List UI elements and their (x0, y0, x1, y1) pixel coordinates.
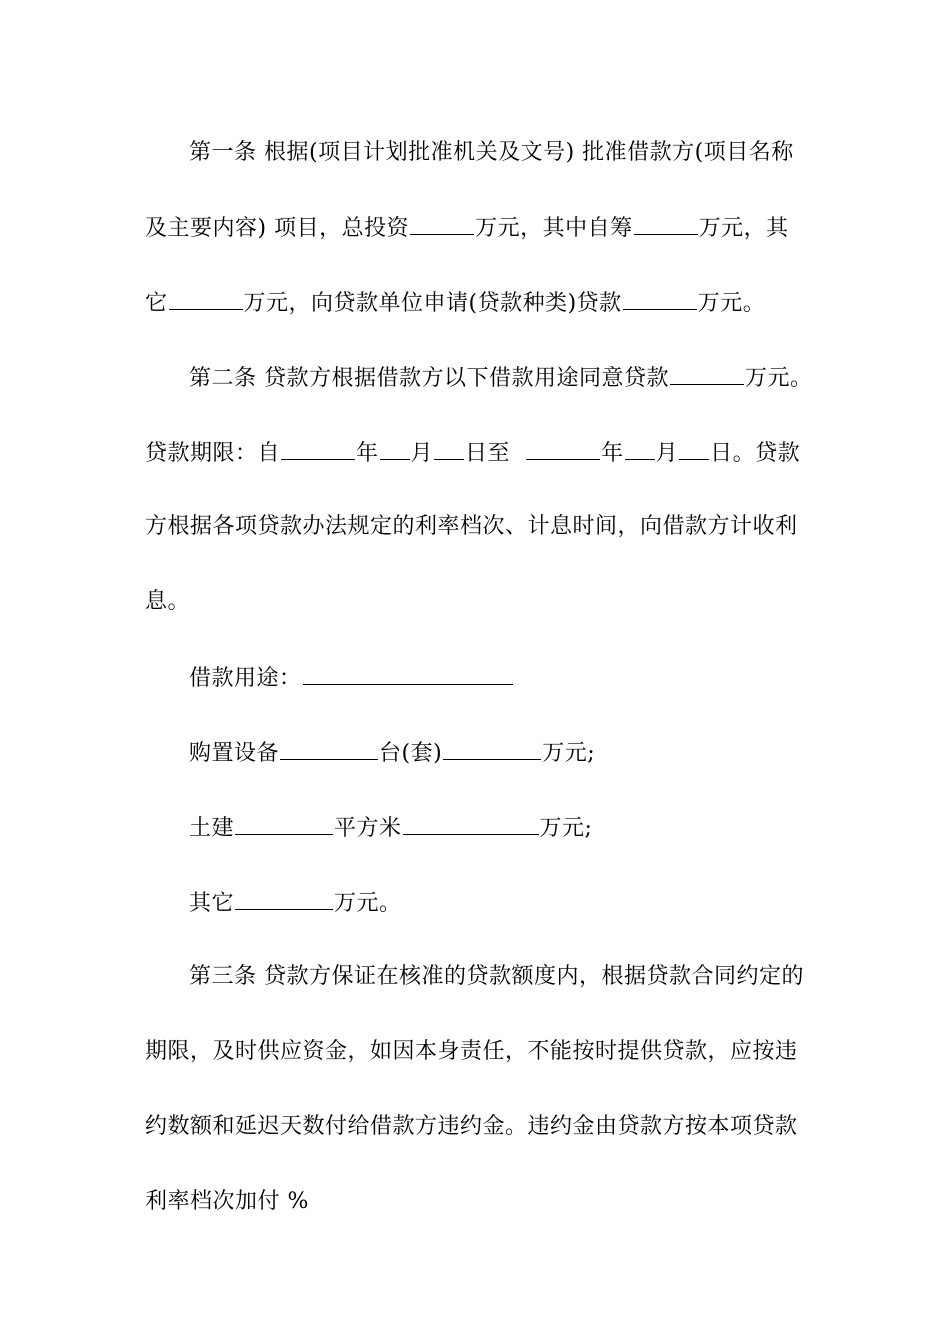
other-funds-blank (169, 287, 243, 310)
construction-amount-blank (403, 812, 539, 835)
approved-loan-blank (670, 362, 744, 385)
equipment-amount-blank (443, 737, 541, 760)
construction-line (189, 812, 859, 844)
article1-line1 (189, 138, 859, 168)
start-day-blank (434, 437, 464, 460)
article2-line2 (145, 437, 815, 469)
article2-text: 日至 (465, 441, 511, 466)
usage-text: 万元。 (334, 891, 402, 916)
usage-text: 万元; (539, 816, 593, 841)
total-investment-blank (410, 212, 474, 235)
article2-line1 (189, 362, 859, 394)
article1-line3 (145, 287, 815, 319)
article2-text: 年 (356, 441, 379, 466)
article1-line2 (145, 212, 815, 244)
article3-text: 约数额和延迟天数付给借款方违约金。违约金由贷款方按本项贷款 (145, 1114, 798, 1139)
article3-line4 (145, 1187, 815, 1217)
start-month-blank (380, 437, 410, 460)
article2-line3 (145, 512, 815, 542)
article1-text: 及主要内容) 项目，总投资 (145, 216, 410, 241)
construction-area-blank (235, 812, 333, 835)
article3-line1 (189, 962, 859, 992)
usage-text: 万元; (542, 741, 596, 766)
article2-text: 月 (410, 441, 434, 466)
equipment-count-blank (280, 737, 378, 760)
usage-text: 土建 (189, 816, 235, 841)
article2-text: 万元。 (745, 366, 813, 391)
article1-text: 万元。 (697, 291, 766, 316)
end-day-blank (679, 437, 709, 460)
article1-text: 万元，其中自筹 (475, 216, 633, 241)
usage-text: 台(套) (379, 741, 443, 766)
usage-label-line (189, 662, 859, 694)
end-month-blank (625, 437, 655, 460)
article2-text: 贷款期限：自 (145, 441, 281, 466)
article2-text: 第二条 贷款方根据借款方以下借款用途同意贷款 (189, 366, 669, 391)
article2-text: 息。 (145, 589, 191, 614)
usage-text: 平方米 (334, 816, 402, 841)
self-funded-blank (634, 212, 698, 235)
equipment-line (189, 737, 859, 769)
article1-text: 万元，其 (698, 216, 789, 241)
other-usage-line (189, 887, 859, 919)
article3-text: 利率档次加付 % (145, 1189, 309, 1214)
usage-text: 其它 (189, 891, 235, 916)
loan-amount-blank (623, 287, 697, 310)
article2-text: 日。贷款 (710, 441, 801, 466)
usage-blank (303, 662, 513, 685)
start-year-blank (281, 437, 355, 460)
article1-text: 它 (145, 291, 168, 316)
article2-line4 (145, 587, 815, 617)
usage-text: 购置设备 (189, 741, 280, 766)
end-year-blank (526, 437, 600, 460)
usage-label: 借款用途： (189, 666, 302, 691)
article3-text: 期限，及时供应资金，如因本身责任，不能按时提供贷款，应按违 (145, 1039, 798, 1064)
article2-text: 方根据各项贷款办法规定的利率档次、计息时间，向借款方计收利 (145, 514, 798, 539)
article1-text: 万元，向贷款单位申请(贷款种类)贷款 (243, 291, 622, 316)
article3-text: 第三条 贷款方保证在核准的贷款额度内，根据贷款合同约定的 (189, 964, 804, 989)
article3-line3 (145, 1112, 815, 1142)
article2-text: 年 (601, 441, 624, 466)
other-amount-blank (235, 887, 333, 910)
article3-line2 (145, 1037, 815, 1067)
article1-text: 第一条 根据(项目计划批准机关及文号) 批准借款方(项目名称 (189, 140, 794, 165)
article2-text: 月 (655, 441, 679, 466)
